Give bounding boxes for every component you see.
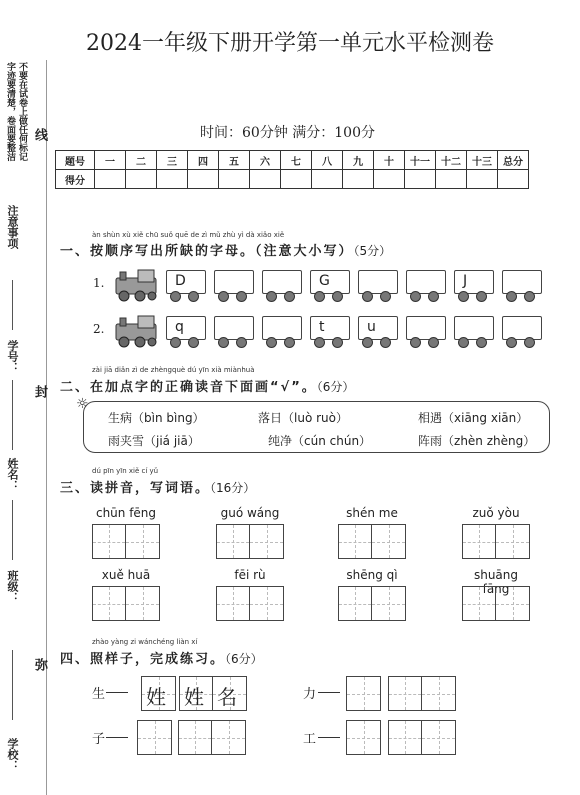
section2-points: （6分） <box>316 380 355 394</box>
wheel-icon <box>332 291 343 302</box>
wheel-icon <box>284 291 295 302</box>
score-cell-13[interactable] <box>498 170 529 189</box>
word-pinyin: shēng qì <box>346 568 398 582</box>
score-col-0: 一 <box>95 151 126 170</box>
li-answer-grid-1[interactable] <box>346 676 381 711</box>
gong-answer-grid-1[interactable] <box>346 720 381 755</box>
wheel-icon <box>236 291 247 302</box>
score-col-5: 六 <box>250 151 281 170</box>
train-car[interactable] <box>454 316 494 340</box>
wheel-icon <box>188 337 199 348</box>
section4-heading: 四、照样子，完成练习。（6分） <box>60 652 263 667</box>
word-pinyin: chūn fēng <box>95 506 157 520</box>
mi-char: 弥 <box>32 658 47 671</box>
wheel-icon <box>170 337 181 348</box>
pronunciation-item[interactable] <box>418 432 535 449</box>
example-dash <box>106 692 128 693</box>
wheel-icon <box>188 291 199 302</box>
pronunciation-item[interactable] <box>108 409 205 426</box>
wheel-icon <box>458 337 469 348</box>
wheel-icon <box>266 291 277 302</box>
car-letter: G <box>319 273 330 289</box>
train-car[interactable] <box>166 270 206 294</box>
page-title: 2024一年级下册开学第一单元水平检测卷 <box>86 31 494 56</box>
score-cell-5[interactable] <box>250 170 281 189</box>
train-car[interactable] <box>406 270 446 294</box>
locomotive-icon <box>114 268 160 302</box>
score-cell-9[interactable] <box>374 170 405 189</box>
wheel-icon <box>236 337 247 348</box>
item-options: （jiá jiā） <box>144 434 200 448</box>
time-score-line: 时间：60分钟 满分：100分 <box>200 125 375 141</box>
wheel-icon <box>284 337 295 348</box>
pronunciation-item[interactable] <box>108 432 200 449</box>
wheel-icon <box>332 337 343 348</box>
score-cell-2[interactable] <box>157 170 188 189</box>
pronunciation-item[interactable] <box>258 409 348 426</box>
li-answer-grid-2[interactable] <box>388 676 456 711</box>
score-col-6: 七 <box>281 151 312 170</box>
score-col-3: 四 <box>188 151 219 170</box>
wheel-icon <box>362 337 373 348</box>
section3-pinyin: dú pīn yīn xiě cí yǔ <box>92 467 159 475</box>
section3-points: （16分） <box>210 481 256 495</box>
wheel-icon <box>380 291 391 302</box>
li-base-char: 力 <box>303 687 317 702</box>
zi-answer-grid-1[interactable] <box>137 720 172 755</box>
section2-heading: 二、在加点字的正确读音下面画“√”。（6分） <box>60 380 355 395</box>
score-cell-12[interactable] <box>467 170 498 189</box>
score-cell-10[interactable] <box>405 170 436 189</box>
train-car[interactable] <box>310 316 350 340</box>
item-word: 雨夹雪 <box>108 434 145 448</box>
item-word: 阵雨 <box>418 434 443 448</box>
car-letter: D <box>175 273 186 289</box>
line-char: 线 <box>32 128 47 141</box>
wheel-icon <box>314 291 325 302</box>
train-car[interactable] <box>358 316 398 340</box>
row1-number: 1. <box>93 276 105 290</box>
word-pinyin: guó wáng <box>220 506 280 520</box>
train-car[interactable] <box>214 270 254 294</box>
score-cell-7[interactable] <box>312 170 343 189</box>
zi-base-char: 子 <box>92 732 106 747</box>
word-pinyin: xuě huā <box>101 568 151 582</box>
score-cell-1[interactable] <box>126 170 157 189</box>
wheel-icon <box>476 337 487 348</box>
locomotive-icon <box>114 314 160 348</box>
score-cell-8[interactable] <box>343 170 374 189</box>
notice-text-1: 不要在试卷上做任何标记 <box>17 62 27 161</box>
section1-pinyin: àn shùn xù xiě chū suǒ quē de zì mǔ zhù yì dà xiǎo xiě <box>92 231 285 239</box>
word-answer-grid[interactable] <box>92 586 160 621</box>
word-answer-grid[interactable] <box>338 586 406 621</box>
section3-heading: 三、读拼音，写词语。（16分） <box>60 481 256 496</box>
item-options: （luò ruò） <box>282 411 348 425</box>
train-car[interactable] <box>358 270 398 294</box>
wheel-icon <box>458 291 469 302</box>
school-line <box>12 650 13 720</box>
row2-number: 2. <box>93 322 105 336</box>
item-word: 相遇 <box>418 411 443 425</box>
score-cell-4[interactable] <box>219 170 250 189</box>
section2-pinyin: zài jiā diǎn zì de zhèngquè dú yīn xià miànhuà <box>92 366 255 374</box>
section4-pinyin: zhào yàng zi wánchéng liàn xí <box>92 638 198 646</box>
score-col-9: 十 <box>374 151 405 170</box>
item-word: 生病 <box>108 411 133 425</box>
zi-answer-grid-2[interactable] <box>178 720 246 755</box>
car-letter: t <box>319 319 325 335</box>
wheel-icon <box>218 337 229 348</box>
train-car[interactable] <box>166 316 206 340</box>
example-grid-2: 姓 名 <box>179 676 247 711</box>
score-row2-header: 得分 <box>56 170 95 189</box>
item-options: （cún chún） <box>292 434 372 448</box>
car-letter: J <box>463 273 468 289</box>
section4-points: （6分） <box>225 652 263 666</box>
binding-line <box>46 60 47 795</box>
score-row1-header: 题号 <box>56 151 95 170</box>
car-letter: q <box>175 319 184 335</box>
score-cell-3[interactable] <box>188 170 219 189</box>
score-col-12: 十三 <box>467 151 498 170</box>
wheel-icon <box>524 337 535 348</box>
word-pinyin: zuǒ yòu <box>472 506 520 520</box>
gong-base-char: 工 <box>303 732 317 747</box>
word-answer-grid[interactable] <box>92 524 160 559</box>
example-base-char: 生 <box>92 687 106 702</box>
score-col-1: 二 <box>126 151 157 170</box>
word-pinyin: fēi rù <box>234 568 266 582</box>
wheel-icon <box>410 337 421 348</box>
wheel-icon <box>362 291 373 302</box>
train-car[interactable] <box>214 316 254 340</box>
train-car[interactable] <box>310 270 350 294</box>
wheel-icon <box>314 337 325 348</box>
notice-text-2: 字迹要清楚，卷面要整洁 <box>5 62 15 161</box>
word-answer-grid[interactable] <box>462 586 530 621</box>
li-dash <box>318 692 340 693</box>
score-col-13: 总分 <box>498 151 529 170</box>
word-answer-grid[interactable] <box>462 524 530 559</box>
score-col-11: 十二 <box>436 151 467 170</box>
score-col-7: 八 <box>312 151 343 170</box>
section1-points: （5分） <box>353 244 392 258</box>
zi-dash <box>106 737 128 738</box>
score-col-2: 三 <box>157 151 188 170</box>
wheel-icon <box>380 337 391 348</box>
notice-label: 注意事项 <box>6 205 19 249</box>
item-options: （bìn bìng） <box>132 411 205 425</box>
score-table <box>55 150 529 189</box>
score-col-10: 十一 <box>405 151 436 170</box>
train-car[interactable] <box>262 270 302 294</box>
train-car[interactable] <box>502 316 542 340</box>
word-answer-grid[interactable] <box>216 524 284 559</box>
gong-dash <box>318 737 340 738</box>
section1-heading: 一、按顺序写出所缺的字母。（注意大小写）（5分） <box>60 244 392 259</box>
name-label: 姓名： <box>6 458 19 491</box>
class-line <box>12 500 13 560</box>
example-grid-1: 姓 <box>141 676 176 711</box>
seal-char: 封 <box>32 385 47 398</box>
wheel-icon <box>218 291 229 302</box>
word-answer-grid[interactable] <box>338 524 406 559</box>
item-word: 落日 <box>258 411 283 425</box>
wheel-icon <box>266 337 277 348</box>
class-label: 班级： <box>6 570 19 603</box>
wheel-icon <box>524 291 535 302</box>
school-label: 学校： <box>6 738 19 771</box>
word-answer-grid[interactable] <box>216 586 284 621</box>
score-cell-6[interactable] <box>281 170 312 189</box>
wheel-icon <box>428 291 439 302</box>
item-options: （zhèn zhèng） <box>442 434 536 448</box>
wheel-icon <box>428 337 439 348</box>
score-cell-11[interactable] <box>436 170 467 189</box>
train-car[interactable] <box>262 316 302 340</box>
item-options: （xiāng xiān） <box>442 411 529 425</box>
sun-icon: ☼ <box>76 396 89 412</box>
wheel-icon <box>476 291 487 302</box>
wheel-icon <box>410 291 421 302</box>
train-car[interactable] <box>502 270 542 294</box>
pronunciation-item[interactable] <box>418 409 528 426</box>
score-col-8: 九 <box>343 151 374 170</box>
score-col-4: 五 <box>219 151 250 170</box>
gong-answer-grid-2[interactable] <box>388 720 456 755</box>
item-word: 纯净 <box>268 434 293 448</box>
train-car[interactable] <box>406 316 446 340</box>
score-cell-0[interactable] <box>95 170 126 189</box>
wheel-icon <box>170 291 181 302</box>
name-line <box>12 380 13 450</box>
wheel-icon <box>506 291 517 302</box>
xuehao-line <box>12 280 13 330</box>
word-pinyin: shuāng fāng <box>473 568 519 596</box>
car-letter: u <box>367 319 376 335</box>
xuehao-label: 学号： <box>6 340 19 373</box>
train-car[interactable] <box>454 270 494 294</box>
pronunciation-item[interactable] <box>268 432 371 449</box>
wheel-icon <box>506 337 517 348</box>
word-pinyin: shén me <box>346 506 398 520</box>
